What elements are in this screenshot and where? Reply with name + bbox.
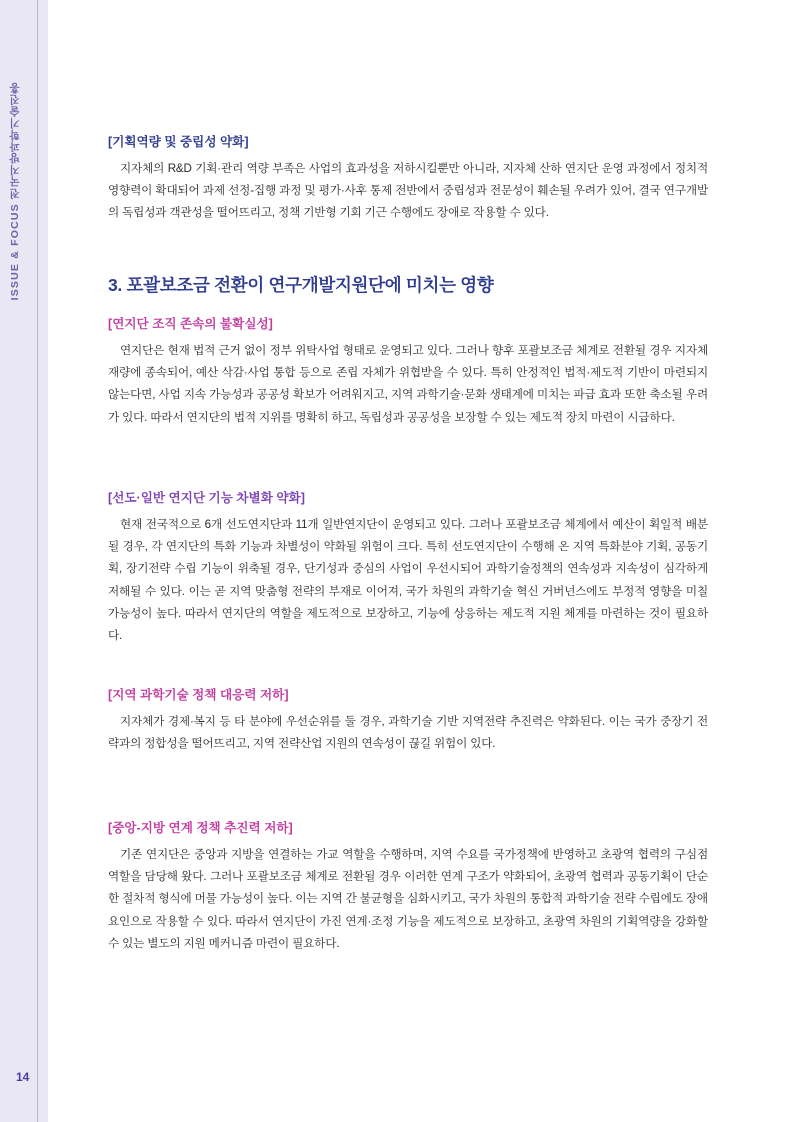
- section-3-title-block: [108, 272, 708, 297]
- subsection-heading-4: [중앙-지방 연계 정책 추진력 저하]: [108, 821, 293, 835]
- subsection-paragraph-3: 지자체가 경제·복지 등 타 분야에 우선순위를 둘 경우, 과학기술 기반 지역전략 추진력은 약화된다. 이는 국가 중장기 전략과의 정합성을 떨어뜨리고, 지역 전략산업 지원의 연속성이 끊길 위험이 있다.: [108, 714, 708, 751]
- section-title: 3. 포괄보조금 전환이 연구개발지원단에 미치는 영향: [108, 275, 494, 295]
- intro-heading: [기획역량 및 중립성 약화]: [108, 135, 249, 149]
- subsection-paragraph-1: 연지단은 현재 법적 근거 없이 정부 위탁사업 형태로 운영되고 있다. 그러나 향후 포괄보조금 체계로 전환될 경우 지자체 재량에 종속되어, 예산 삭감·사업 통합 등으로 존립 자체가 위협받을 수 있다. 특히 안정적인 법적·제도적 기반이 마련되지 않는다면, 사업 지속 가능성과 공공성 확보가 어려워지고, 지역 과학기술·문화 생태계에 미치는 파급 효과 또한 축소될 우려가 있다. 따라서 연지단의 법적 지위를 명확히 하고, 독립성과 공공성을 보장할 수 있는 제도적 장치 마련이 시급하다.: [108, 343, 708, 424]
- subsection-heading-1: [연지단 조직 존속의 불확실성]: [108, 317, 273, 331]
- page-number: 14: [16, 1070, 30, 1084]
- sidebar-divider: [37, 0, 38, 1122]
- subsection-heading-2: [선도·일반 연지단 기능 차별화 약화]: [108, 491, 305, 505]
- sidebar-vertical-label: ISSUE & FOCUS 전국지방과학기술진흥: [9, 82, 21, 301]
- subsection-block-2: [108, 489, 708, 647]
- subsection-block-3: [108, 686, 708, 755]
- subsection-block-4: [108, 819, 708, 955]
- intro-paragraph: 지자체의 R&D 기획·관리 역량 부족은 사업의 효과성을 저하시킬뿐만 아니라, 지자체 산하 연지단 운영 과정에서 정치적 영향력이 확대되어 과제 선정-집행 과정 및 평가·사후 통제 전반에서 중립성과 전문성이 훼손될 우려가 있어, 결국 연구개발의 독립성과 객관성을 떨어뜨리고, 정책 기반형 기회 기근 수행에도 장애로 작용할 수 있다.: [108, 161, 708, 220]
- subsection-heading-3: [지역 과학기술 정책 대응력 저하]: [108, 688, 289, 702]
- subsection-block-1: [108, 315, 708, 429]
- subsection-paragraph-4: 기존 연지단은 중앙과 지방을 연결하는 가교 역할을 수행하며, 지역 수요를 국가정책에 반영하고 초광역 협력의 구심점 역할을 담당해 왔다. 그러나 포괄보조금 체계로 전환될 경우 이러한 연계 구조가 약화되어, 초광역 협력과 공동기획이 단순한 절차적 형식에 머물 가능성이 높다. 이는 지역 간 불균형을 심화시키고, 국가 차원의 통합적 과학기술 전략 수립에도 장애 요인으로 작용할 수 있다. 따라서 연지단이 가진 연계·조정 기능을 제도적으로 보장하고, 초광역 차원의 기획역량을 강화할 수 있는 별도의 지원 메커니즘 마련이 필요하다.: [108, 847, 708, 950]
- left-sidebar: [0, 0, 48, 1122]
- subsection-paragraph-2: 현재 전국적으로 6개 선도연지단과 11개 일반연지단이 운영되고 있다. 그러나 포괄보조금 체계에서 예산이 획일적 배분될 경우, 각 연지단의 특화 기능과 차별성이 약화될 위험이 크다. 특히 선도연지단이 수행해 온 지역 특화분야 기획, 공동기획, 장기전략 수립 기능이 위축될 경우, 단기성과 중심의 사업이 우선시되어 과학기술정책의 연속성과 지속성이 심각하게 저해될 수 있다. 이는 곧 지역 맞춤형 전략의 부재로 이어져, 국가 차원의 과학기술 혁신 거버넌스에도 부정적 영향을 미칠 가능성이 높다. 따라서 연지단의 역할을 제도적으로 보장하고, 기능에 상응하는 제도적 지원 체계를 마련하는 것이 필요하다.: [108, 517, 708, 643]
- intro-block: [108, 133, 708, 225]
